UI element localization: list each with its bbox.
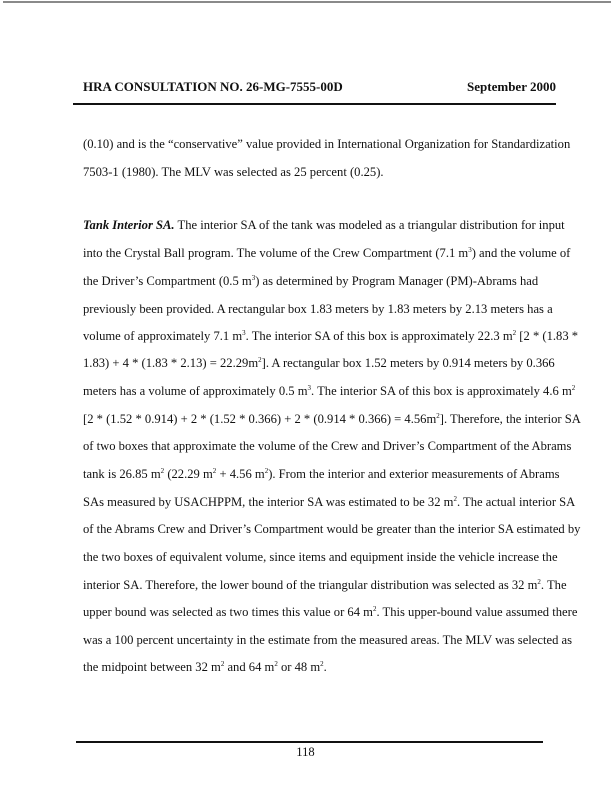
paragraph-line xyxy=(83,550,558,564)
superscript-exponent: 2 xyxy=(220,660,225,668)
superscript-exponent: 2 xyxy=(436,412,440,420)
text-run: the two boxes of equivalent volume, since items and equipment inside the vehicle increase the xyxy=(83,550,558,564)
paragraph-line xyxy=(83,384,575,398)
paragraph-line xyxy=(83,356,555,370)
text-run: interior SA. Therefore, the lower bound of the triangular distribution was selected as 32 m xyxy=(83,578,538,592)
paragraph-line xyxy=(83,467,560,481)
superscript-exponent: 2 xyxy=(453,495,457,503)
paragraph-line xyxy=(83,246,570,260)
section-lead-heading: Tank Interior SA. xyxy=(83,218,175,232)
text-run: ) as determined by Program Manager (PM)-Abrams had xyxy=(255,274,539,288)
page-number: 118 xyxy=(296,745,315,759)
paragraph-line xyxy=(83,660,327,674)
superscript-exponent: 2 xyxy=(274,660,278,668)
text-run: . The interior SA of this box is approximately 22.3 m xyxy=(245,329,513,343)
paragraph-line xyxy=(83,302,553,316)
superscript-exponent: 2 xyxy=(264,467,269,475)
text-run: . This upper-bound value assumed there xyxy=(376,605,578,619)
footer-divider xyxy=(76,741,543,743)
text-run: or 48 m xyxy=(277,660,321,674)
text-run: volume of approximately 7.1 m xyxy=(83,329,243,343)
text-run: SAs measured by USACHPPM, the interior SA was estimated to be 32 m xyxy=(83,495,454,509)
superscript-exponent: 2 xyxy=(212,467,217,475)
text-run: tank is 26.85 m xyxy=(83,467,161,481)
text-run: previously been provided. A rectangular box 1.83 meters by 1.83 meters by 2.13 meters has a xyxy=(83,302,553,316)
text-run: . The xyxy=(540,578,567,592)
text-run: The interior SA of the tank was modeled as a triangular distribution for input xyxy=(174,218,565,232)
header-divider xyxy=(73,103,556,105)
paragraph-line xyxy=(83,495,575,509)
paragraph-line xyxy=(83,412,581,426)
superscript-exponent: 2 xyxy=(258,356,262,364)
text-run: of two boxes that approximate the volume of the Crew and Driver’s Compartment of the Abrams xyxy=(83,439,572,453)
document-header-title: HRA CONSULTATION NO. 26-MG-7555-00D xyxy=(83,79,343,94)
text-run: + 4.56 m xyxy=(216,467,265,481)
text-run: meters has a volume of approximately 0.5 m xyxy=(83,384,308,398)
text-run: ). From the interior and exterior measurements of Abrams xyxy=(268,467,560,481)
text-run: the midpoint between 32 m xyxy=(83,660,221,674)
text-run: upper bound was selected as two times this value or 64 m xyxy=(83,605,373,619)
paragraph-continuation-line: 7503-1 (1980). The MLV was selected as 25 percent (0.25). xyxy=(83,165,384,179)
superscript-exponent: 2 xyxy=(372,605,377,613)
paragraph-line xyxy=(83,274,538,288)
superscript-exponent: 2 xyxy=(320,660,324,668)
text-run: into the Crystal Ball program. The volume of the Crew Compartment (7.1 m xyxy=(83,246,469,260)
text-run: . The actual interior SA xyxy=(456,495,576,509)
superscript-exponent: 3 xyxy=(251,274,256,282)
superscript-exponent: 2 xyxy=(160,467,165,475)
text-run: ]. A rectangular box 1.52 meters by 0.914 meters by 0.366 xyxy=(261,356,555,370)
superscript-exponent: 3 xyxy=(242,329,246,337)
scan-edge-line xyxy=(3,1,611,3)
paragraph-line xyxy=(83,522,580,536)
paragraph-line xyxy=(83,439,571,453)
text-run: [2 * (1.52 * 0.914) + 2 * (1.52 * 0.366) + 2 * (0.914 * 0.366) = 4.56m xyxy=(83,412,437,426)
paragraph-line xyxy=(83,578,567,592)
text-run: ]. Therefore, the interior SA xyxy=(439,412,581,426)
paragraph-line xyxy=(83,633,572,647)
superscript-exponent: 2 xyxy=(537,578,541,586)
text-run: ) and the volume of xyxy=(471,246,571,260)
paragraph-line xyxy=(83,218,565,232)
text-run: (22.29 m xyxy=(164,467,213,481)
text-run: [2 * (1.83 * xyxy=(516,329,579,343)
text-run: of the Abrams Crew and Driver’s Compartment would be greater than the interior SA estimated by xyxy=(83,522,581,536)
text-run: the Driver’s Compartment (0.5 m xyxy=(83,274,252,288)
text-run: . xyxy=(323,660,327,674)
document-header-date: September 2000 xyxy=(467,79,556,94)
superscript-exponent: 2 xyxy=(571,384,576,392)
paragraph-line xyxy=(83,605,577,619)
text-run: was a 100 percent uncertainty in the estimate from the measured areas. The MLV was selected as xyxy=(83,633,573,647)
superscript-exponent: 3 xyxy=(307,384,312,392)
superscript-exponent: 3 xyxy=(468,246,472,254)
superscript-exponent: 2 xyxy=(512,329,517,337)
text-run: 1.83) + 4 * (1.83 * 2.13) = 22.29m xyxy=(83,356,259,370)
paragraph-continuation-line: (0.10) and is the “conservative” value provided in International Organization for Standardization xyxy=(83,137,571,151)
text-run: . The interior SA of this box is approximately 4.6 m xyxy=(311,384,572,398)
paragraph-line xyxy=(83,329,578,343)
text-run: and 64 m xyxy=(224,660,275,674)
